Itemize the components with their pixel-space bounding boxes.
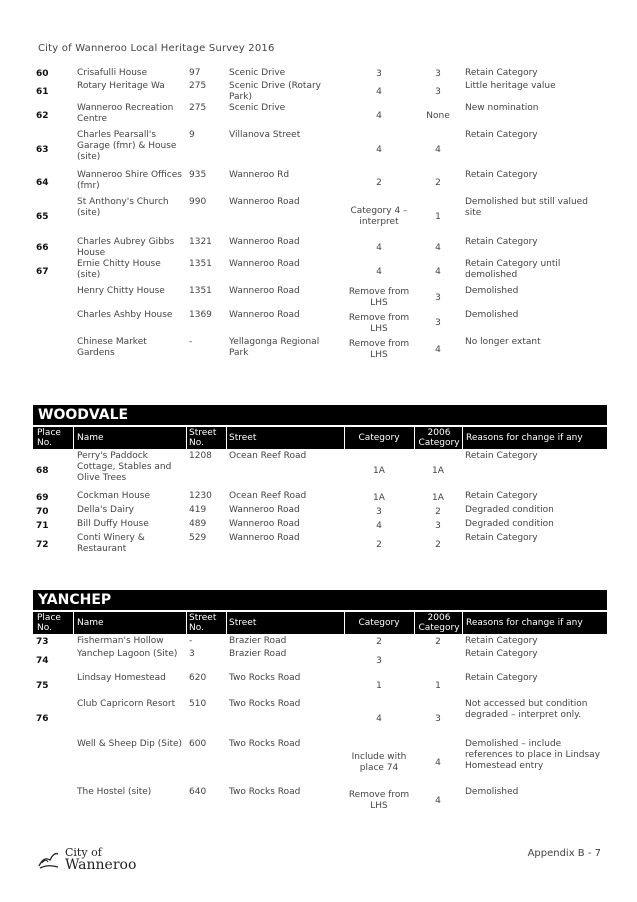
category-cell: 3	[376, 69, 382, 79]
category-cell: Include with place 74	[351, 752, 407, 773]
place-no-cell: 76	[36, 713, 49, 724]
street-cell: Two Rocks Road	[229, 739, 301, 749]
table-row	[33, 519, 607, 533]
logo-line1: City of	[65, 846, 102, 859]
name-cell: Henry Chitty House	[77, 286, 165, 296]
table-row	[33, 310, 607, 337]
name-cell: Della's Dairy	[77, 505, 134, 515]
street-no-cell: 1208	[189, 451, 212, 461]
category-cell: 4	[376, 242, 382, 253]
table-row	[33, 81, 607, 103]
col-category: Category	[358, 618, 400, 628]
col-name: Name	[77, 618, 104, 628]
category-cell: 2	[376, 637, 382, 647]
name-cell: Ernie Chitty House (site)	[77, 259, 161, 280]
cat2006-cell: 3	[435, 520, 441, 531]
place-no-cell	[33, 337, 74, 363]
place-no-cell	[33, 310, 74, 337]
place-no-cell: 70	[36, 506, 49, 517]
reason-cell: Retain Category	[465, 68, 538, 78]
category-cell: Category 4 – interpret	[350, 206, 408, 227]
category-cell: 4	[376, 86, 382, 97]
reason-cell: Retain Category	[465, 649, 538, 659]
col-place-no: Place No.	[37, 613, 61, 633]
place-no-cell: 72	[36, 539, 49, 550]
reason-cell: Little heritage value	[465, 81, 556, 91]
place-no-cell: 60	[36, 69, 49, 79]
street-cell: Scenic Drive	[229, 103, 286, 113]
street-cell: Scenic Drive (Rotary Park)	[229, 81, 322, 102]
name-cell: The Hostel (site)	[77, 787, 152, 797]
name-cell: Lindsay Homestead	[77, 673, 166, 683]
street-cell: Two Rocks Road	[229, 787, 301, 797]
col-reason: Reasons for change if any	[466, 618, 583, 628]
place-no-cell: 68	[36, 465, 49, 476]
table-row	[33, 103, 607, 130]
table-row	[33, 673, 607, 699]
place-no-cell	[33, 286, 74, 310]
category-cell: 4	[376, 144, 382, 155]
col-street: Street	[229, 433, 257, 443]
place-no-cell: 73	[36, 637, 49, 647]
name-cell: Wanneroo Shire Offices (fmr)	[77, 170, 182, 191]
col-2006-category: 2006 Category	[418, 613, 460, 633]
city-logo	[36, 846, 136, 872]
category-cell: 4	[376, 520, 382, 531]
name-cell: St Anthony's Church (site)	[77, 197, 169, 218]
name-cell: Crisafulli House	[77, 68, 148, 78]
street-no-cell: 1369	[189, 310, 212, 320]
reason-cell: Degraded condition	[465, 519, 554, 529]
street-cell: Wanneroo Road	[229, 505, 300, 515]
cat2006-cell	[414, 649, 462, 673]
table-row	[33, 170, 607, 197]
place-no-cell: 61	[36, 86, 49, 97]
street-no-cell: 640	[189, 787, 207, 797]
reason-cell: Demolished – include references to place in Lindsay Homestead entry	[465, 739, 601, 771]
reason-cell: Demolished	[465, 286, 519, 296]
cat2006-cell: 2	[435, 637, 441, 647]
name-cell: Fisherman's Hollow	[77, 636, 164, 646]
swan-logo-icon	[36, 846, 62, 872]
category-cell: Remove from LHS	[348, 790, 410, 811]
table-row	[33, 130, 607, 170]
col-street-no: Street No.	[189, 428, 217, 448]
street-no-cell: 3	[189, 649, 195, 659]
street-no-cell: -	[189, 636, 193, 646]
street-no-cell: 529	[189, 533, 207, 543]
street-cell: Wanneroo Road	[229, 197, 300, 207]
name-cell: Club Capricorn Resort	[77, 699, 176, 709]
place-no-cell: 63	[36, 144, 49, 155]
cat2006-cell: 4	[435, 267, 441, 277]
street-cell: Ocean Reef Road	[229, 491, 307, 501]
cat2006-cell: 4	[435, 344, 441, 355]
reason-cell: Retain Category	[465, 170, 538, 180]
name-cell: Charles Ashby House	[77, 310, 173, 320]
street-cell: Brazier Road	[229, 649, 287, 659]
table-row	[33, 636, 607, 649]
cat2006-cell: 3	[435, 292, 441, 303]
table-row	[33, 787, 607, 815]
place-no-cell	[33, 739, 74, 787]
street-cell: Yellagonga Regional Park	[229, 337, 320, 358]
reason-cell: Not accessed but condition degraded – interpret only.	[465, 699, 588, 720]
name-cell: Chinese Market Gardens	[77, 337, 147, 358]
street-cell: Brazier Road	[229, 636, 287, 646]
cat2006-cell: 2	[435, 539, 441, 550]
table-row	[33, 68, 607, 81]
category-cell: Remove from LHS	[348, 339, 410, 360]
street-cell: Wanneroo Road	[229, 286, 300, 296]
cat2006-cell: 2	[435, 178, 441, 188]
street-no-cell: 97	[189, 68, 201, 78]
table-row	[33, 237, 607, 259]
street-cell: Two Rocks Road	[229, 673, 301, 683]
place-no-cell: 66	[36, 242, 49, 253]
cat2006-cell: 1	[435, 211, 441, 222]
street-cell: Wanneroo Road	[229, 519, 300, 529]
col-reason: Reasons for change if any	[466, 433, 583, 443]
street-no-cell: 1351	[189, 286, 212, 296]
category-cell: 4	[376, 713, 382, 724]
cat2006-cell: 2	[435, 506, 441, 517]
cat2006-cell: None	[426, 111, 450, 121]
cat2006-cell: 3	[435, 69, 441, 79]
section-woodvale: WOODVALE	[33, 405, 607, 425]
name-cell: Well & Sheep Dip (Site)	[77, 739, 183, 749]
reason-cell: Demolished	[465, 310, 519, 320]
table-row	[33, 491, 607, 505]
name-cell: Charles Aubrey Gibbs House	[77, 237, 175, 258]
cat2006-cell: 3	[435, 318, 441, 328]
table-row	[33, 699, 607, 739]
place-no-cell: 74	[36, 655, 49, 666]
reason-cell: Demolished but still valued site	[465, 197, 588, 218]
street-no-cell: -	[189, 337, 193, 347]
reason-cell: Demolished	[465, 787, 519, 797]
reason-cell: Retain Category	[465, 237, 538, 247]
street-no-cell: 275	[189, 81, 207, 91]
street-cell: Scenic Drive	[229, 68, 286, 78]
cat2006-cell: 4	[435, 795, 441, 806]
reason-cell: Retain Category until demolished	[465, 259, 561, 280]
street-cell: Wanneroo Road	[229, 259, 300, 269]
place-no-cell: 64	[36, 178, 49, 188]
cat2006-cell: 1	[435, 680, 441, 691]
table-row	[33, 337, 607, 363]
woodvale-column-header	[33, 427, 607, 449]
cat2006-cell: 1A	[432, 492, 444, 503]
name-cell: Perry's Paddock Cottage, Stables and Olive Trees	[77, 451, 172, 483]
reason-cell: New nomination	[465, 103, 539, 113]
table-row	[33, 533, 607, 557]
category-cell: 1A	[373, 465, 385, 476]
yanchep-column-header	[33, 612, 607, 634]
street-no-cell: 275	[189, 103, 207, 113]
street-cell: Wanneroo Rd	[229, 170, 290, 180]
page-number: Appendix B - 7	[527, 848, 601, 859]
table-row	[33, 649, 607, 673]
category-cell: 4	[376, 111, 382, 121]
category-cell: 1A	[373, 492, 385, 503]
street-no-cell: 600	[189, 739, 207, 749]
col-name: Name	[77, 433, 104, 443]
top-table	[33, 68, 607, 363]
page-header: City of Wanneroo Local Heritage Survey 2016	[38, 43, 275, 54]
street-no-cell: 9	[189, 130, 195, 140]
cat2006-cell: 4	[435, 144, 441, 155]
table-row	[33, 197, 607, 237]
street-cell: Wanneroo Road	[229, 237, 300, 247]
reason-cell: No longer extant	[465, 337, 541, 347]
reason-cell: Retain Category	[465, 491, 538, 501]
name-cell: Rotary Heritage Wa	[77, 81, 165, 91]
name-cell: Yanchep Lagoon (Site)	[77, 649, 178, 659]
category-cell: Remove from LHS	[348, 287, 410, 308]
street-no-cell: 935	[189, 170, 207, 180]
name-cell: Bill Duffy House	[77, 519, 149, 529]
place-no-cell	[33, 787, 74, 815]
street-no-cell: 419	[189, 505, 207, 515]
street-cell: Villanova Street	[229, 130, 301, 140]
section-yanchep: YANCHEP	[33, 590, 607, 610]
category-cell: 2	[376, 539, 382, 550]
place-no-cell: 67	[36, 267, 49, 277]
reason-cell: Retain Category	[465, 636, 538, 646]
table-row	[33, 286, 607, 310]
street-no-cell: 489	[189, 519, 207, 529]
category-cell: Remove from LHS	[348, 312, 410, 334]
col-place-no: Place No.	[37, 428, 61, 448]
cat2006-cell: 4	[435, 757, 441, 768]
category-cell: 4	[376, 267, 382, 277]
yanchep-table	[33, 636, 607, 815]
cat2006-cell: 3	[435, 713, 441, 724]
street-no-cell: 1321	[189, 237, 212, 247]
cat2006-cell: 1A	[432, 465, 444, 476]
reason-cell: Retain Category	[465, 533, 538, 543]
logo-line2: Wanneroo	[65, 857, 137, 873]
street-no-cell: 1230	[189, 491, 212, 501]
street-cell: Wanneroo Road	[229, 310, 300, 320]
place-no-cell: 71	[36, 520, 49, 531]
col-2006-category: 2006 Category	[418, 428, 460, 448]
place-no-cell: 69	[36, 492, 49, 503]
cat2006-cell: 4	[435, 242, 441, 253]
col-street: Street	[229, 618, 257, 628]
street-no-cell: 510	[189, 699, 207, 709]
name-cell: Wanneroo Recreation Centre	[77, 103, 174, 124]
street-no-cell: 1351	[189, 259, 212, 269]
col-category: Category	[358, 433, 400, 443]
reason-cell: Retain Category	[465, 673, 538, 683]
reason-cell: Retain Category	[465, 130, 538, 140]
name-cell: Conti Winery & Restaurant	[77, 533, 145, 554]
place-no-cell: 65	[36, 211, 49, 222]
category-cell: 3	[376, 655, 382, 666]
table-row	[33, 451, 607, 491]
street-cell: Ocean Reef Road	[229, 451, 307, 461]
reason-cell: Retain Category	[465, 451, 538, 461]
category-cell: 3	[376, 506, 382, 517]
street-no-cell: 990	[189, 197, 207, 207]
table-row	[33, 505, 607, 519]
woodvale-table	[33, 451, 607, 557]
cat2006-cell: 3	[435, 86, 441, 97]
place-no-cell: 62	[36, 111, 49, 121]
table-row	[33, 739, 607, 787]
reason-cell: Degraded condition	[465, 505, 554, 515]
name-cell: Charles Pearsall's Garage (fmr) & House (site)	[77, 130, 177, 162]
col-street-no: Street No.	[189, 613, 217, 633]
street-no-cell: 620	[189, 673, 207, 683]
name-cell: Cockman House	[77, 491, 151, 501]
street-cell: Wanneroo Road	[229, 533, 300, 543]
category-cell: 2	[376, 178, 382, 188]
place-no-cell: 75	[36, 680, 49, 691]
category-cell: 1	[376, 680, 382, 691]
table-row	[33, 259, 607, 286]
street-cell: Two Rocks Road	[229, 699, 301, 709]
